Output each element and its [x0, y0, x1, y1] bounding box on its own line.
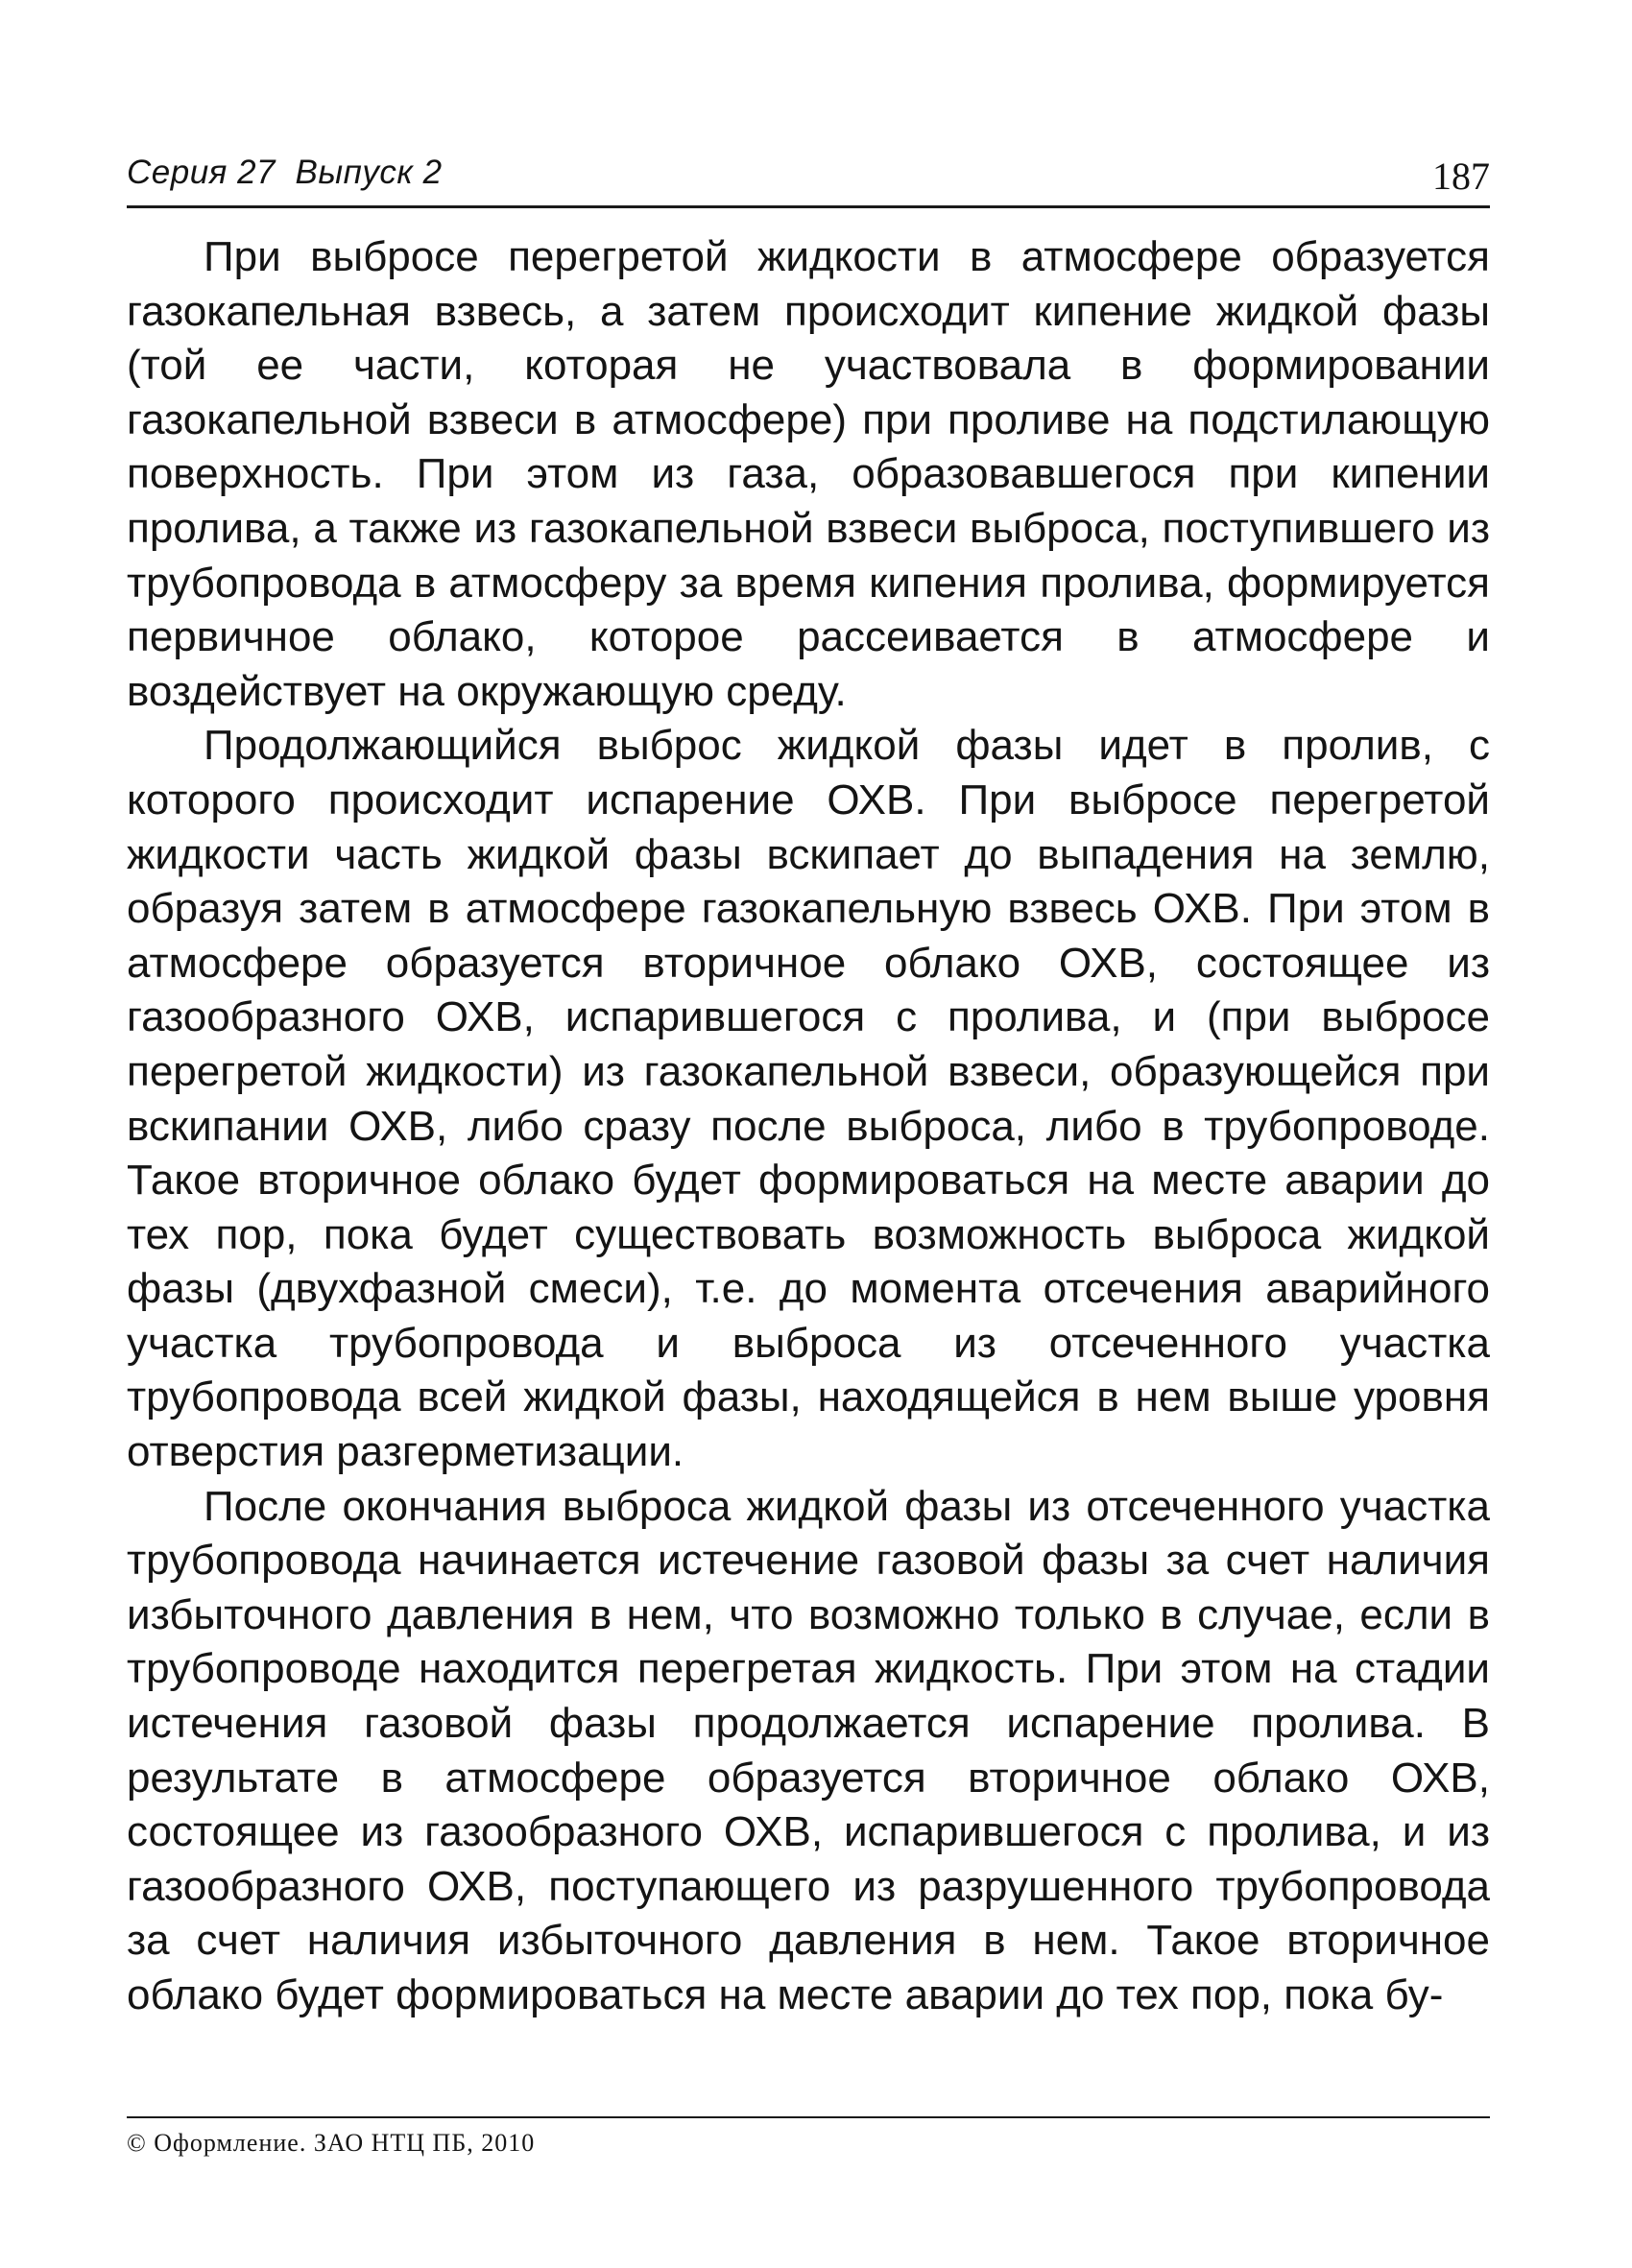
page-number: 187 — [1432, 155, 1490, 198]
copyright-footer: © Оформление. ЗАО НТЦ ПБ, 2010 — [127, 2129, 536, 2157]
paragraph-2: Продолжающийся выброс жидкой фазы идет в пролив, с которого происходит испарение ОХВ. При выбросе перегретой жидкости часть жидкой фазы вскипает до выпадения на землю, образуя затем в атмосфере газокапельную взвесь ОХВ. При этом в атмосфере образуется вторичное облако ОХВ, состоящее из газообразного ОХВ, испарившегося с пролива, и (при выбросе перегретой жидкости) из газокапельной взвеси, образующейся при вскипании ОХВ, либо сразу после выброса, либо в трубопроводе. Такое вторичное облако будет формироваться на месте аварии до тех пор, пока будет существовать возможность выброса жидкой фазы (двухфазной смеси), т.е. до момента отсечения аварийного участка трубопровода и выброса из отсеченного участка трубопровода всей жидкой фазы, находящейся в нем выше уровня отверстия разгерметизации. — [127, 722, 1490, 1476]
body-text — [127, 230, 1490, 2023]
series-issue-label: Серия 27 Выпуск 2 — [127, 154, 443, 191]
header-rule — [127, 205, 1490, 208]
footer-rule — [127, 2116, 1490, 2118]
paragraph-1: При выбросе перегретой жидкости в атмосфере образуется газокапельная взвесь, а затем происходит кипение жидкой фазы (той ее части, которая не участвовала в формировании газокапельной взвеси в атмосфере) при проливе на подстилающую поверхность. При этом из газа, образовавшегося при кипении пролива, а также из газокапельной взвеси выброса, поступившего из трубопровода в атмосферу за время кипения пролива, формируется первичное облако, которое рассеивается в атмосфере и воздействует на окружающую среду. — [127, 233, 1490, 715]
paragraph-3: После окончания выброса жидкой фазы из отсеченного участка трубопровода начинается истечение газовой фазы за счет наличия избыточного давления в нем, что возможно только в случае, если в трубопроводе находится перегретая жидкость. При этом на стадии истечения газовой фазы продолжается испарение пролива. В результате в атмосфере образуется вторичное облако ОХВ, состоящее из газообразного ОХВ, испарившегося с пролива, и из газообразного ОХВ, поступающего из разрушенного трубопровода за счет наличия избыточного давления в нем. Такое вторичное облако будет формироваться на месте аварии до тех пор, пока бу- — [127, 1482, 1490, 2018]
running-header — [127, 154, 1490, 202]
